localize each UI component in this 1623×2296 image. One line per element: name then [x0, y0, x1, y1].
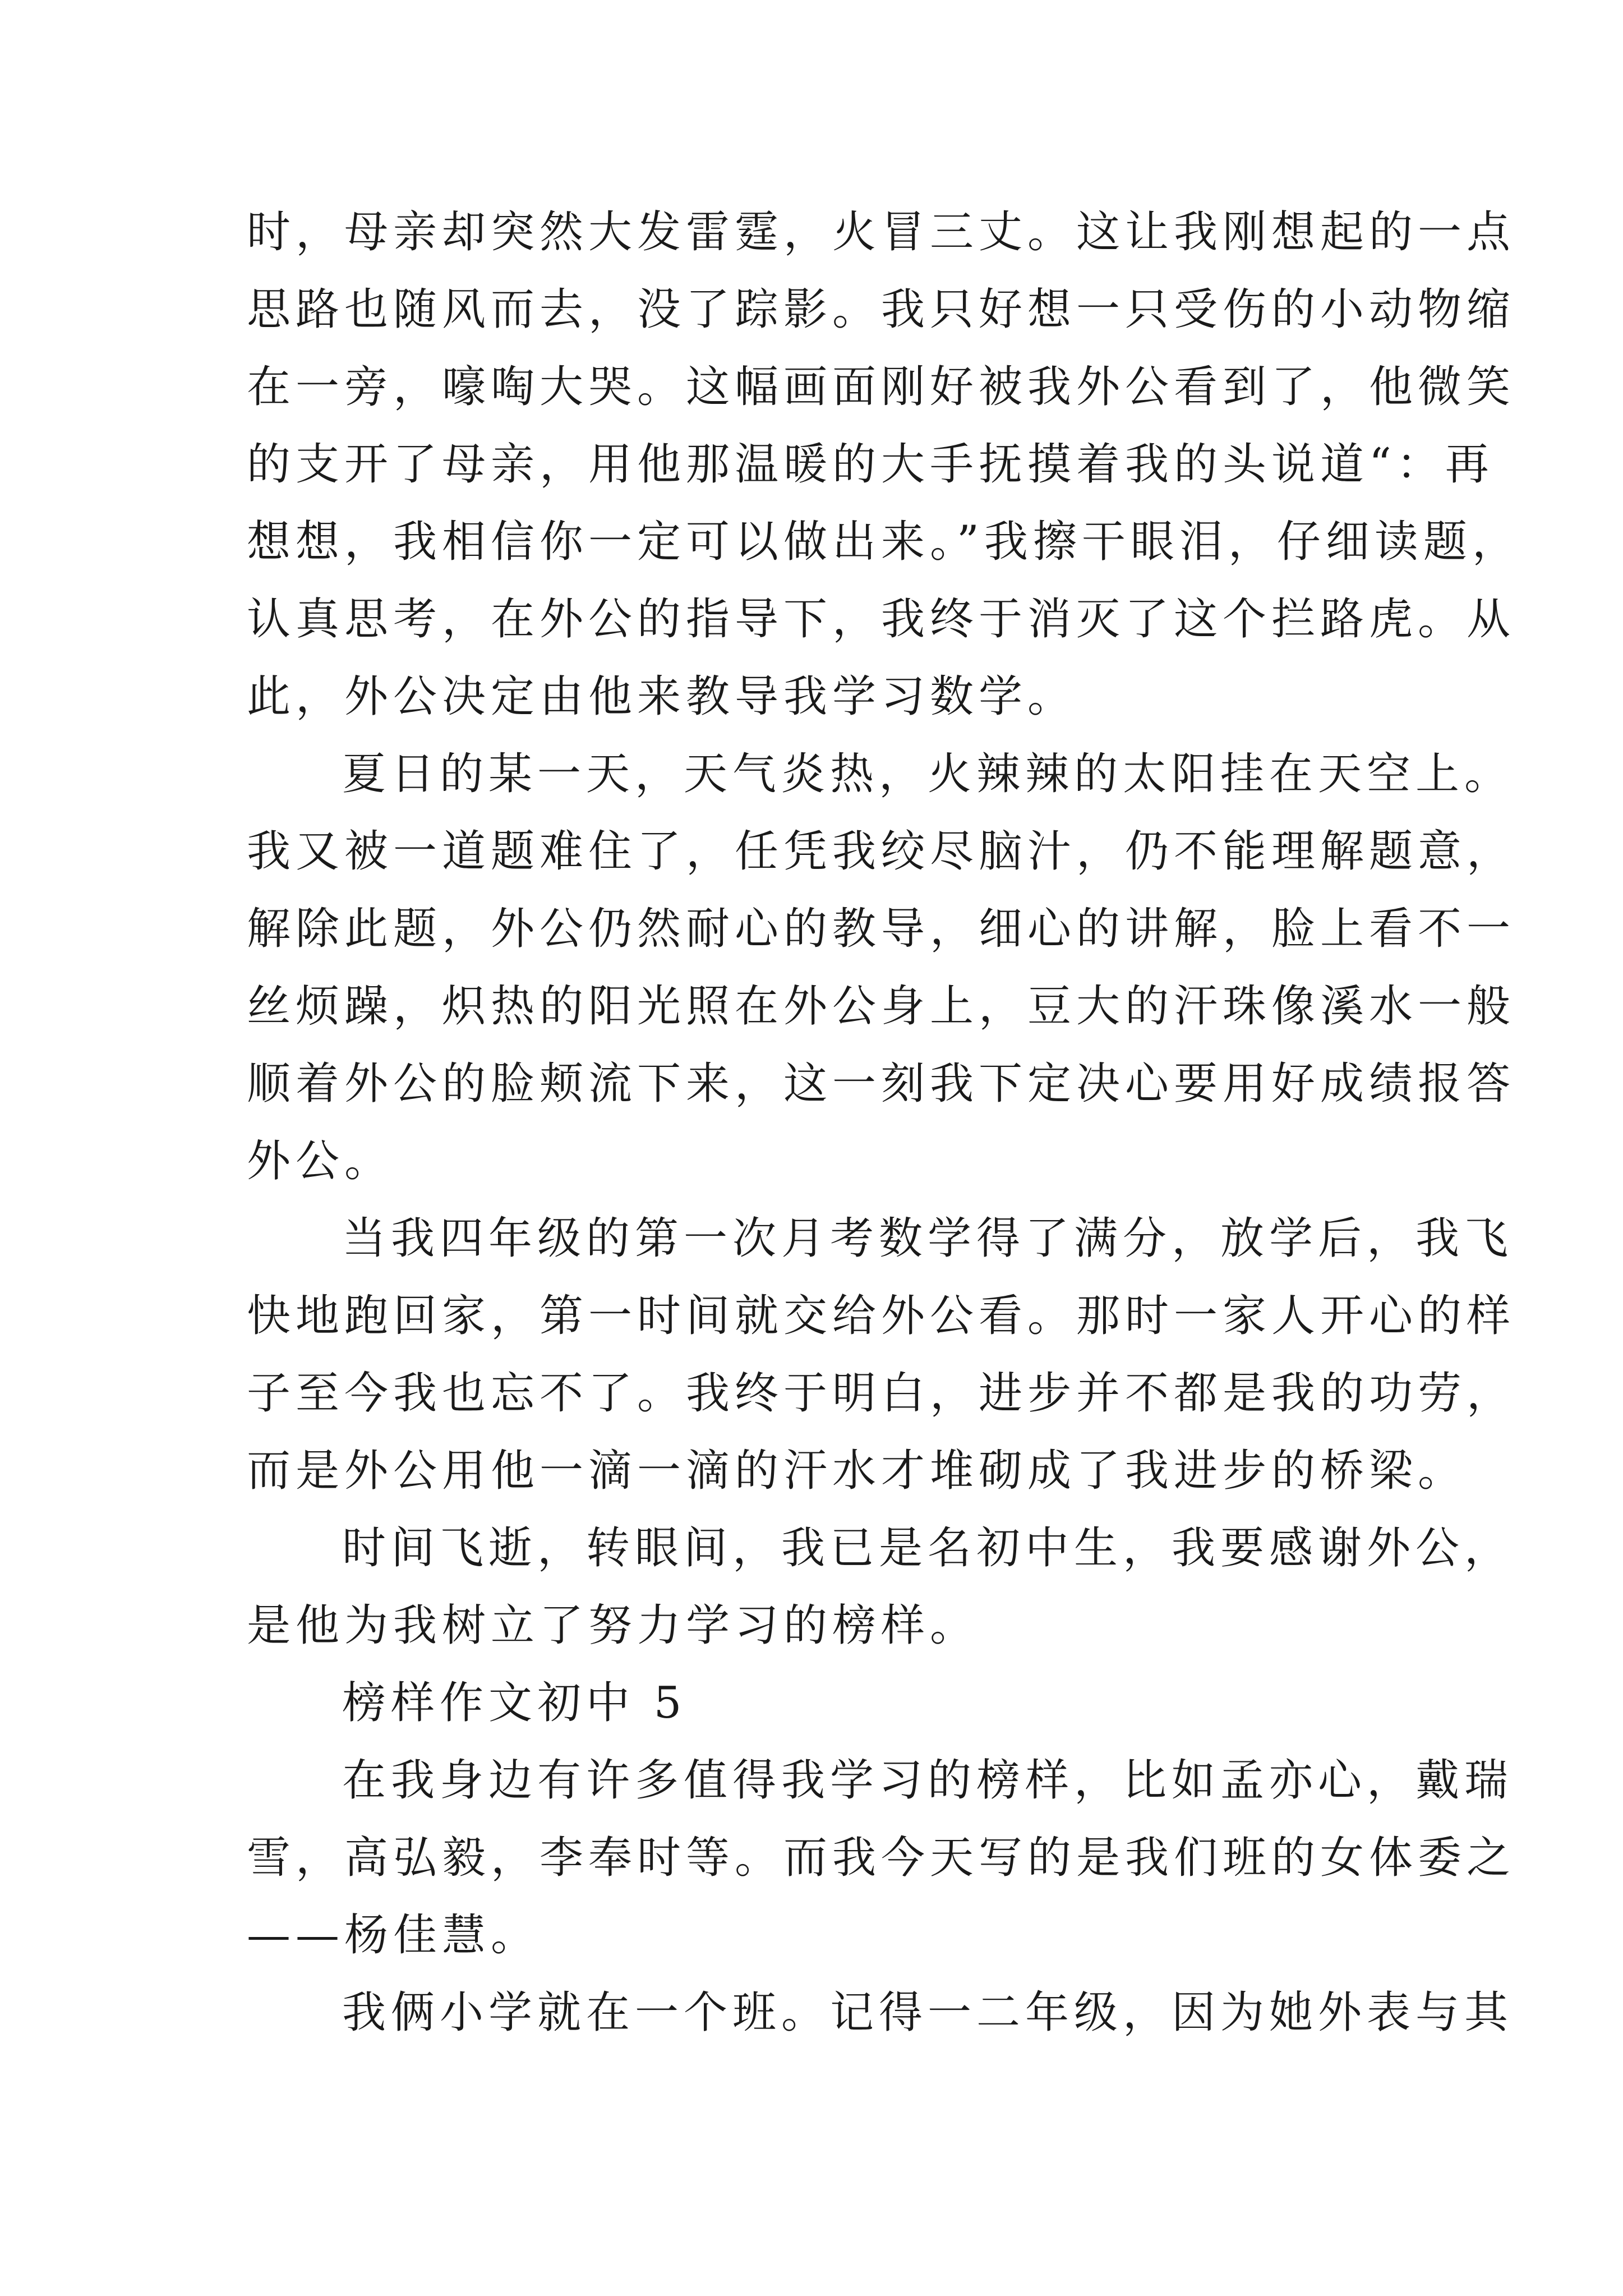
paragraph-line: 是他为我树立了努力学习的榜样。	[247, 1600, 979, 1651]
paragraph-line: 我又被一道题难住了，任凭我绞尽脑汁，仍不能理解题意，	[247, 826, 1516, 877]
paragraph-first-line: 当我四年级的第一次月考数学得了满分，放学后，我飞	[342, 1213, 1514, 1264]
paragraph-line: 思路也随风而去，没了踪影。我只好想一只受伤的小动物缩	[247, 284, 1516, 335]
paragraph-line: 顺着外公的脸颊流下来，这一刻我下定决心要用好成绩报答	[247, 1059, 1516, 1109]
paragraph-line: 的支开了母亲，用他那温暖的大手抚摸着我的头说道“：再	[247, 439, 1494, 490]
paragraph-first-line: 在我身边有许多值得我学习的榜样，比如孟亦心，戴瑞	[342, 1755, 1514, 1806]
paragraph-line: 此，外公决定由他来教导我学习数学。	[247, 671, 1077, 722]
paragraph-line: 想想，我相信你一定可以做出来。”我擦干眼泪，仔细读题，	[247, 517, 1521, 567]
paragraph-line: 子至今我也忘不了。我终于明白，进步并不都是我的功劳，	[247, 1368, 1516, 1419]
paragraph-line: 雪，高弘毅，李奉时等。而我今天写的是我们班的女体委之	[247, 1833, 1516, 1883]
section-heading: 榜样作文初中 5	[342, 1678, 687, 1728]
paragraph-line: 而是外公用他一滴一滴的汗水才堆砌成了我进步的桥梁。	[247, 1446, 1467, 1496]
paragraph-line: 时，母亲却突然大发雷霆，火冒三丈。这让我刚想起的一点	[247, 207, 1516, 257]
paragraph-line: 丝烦躁，炽热的阳光照在外公身上，豆大的汗珠像溪水一般	[247, 981, 1516, 1032]
paragraph-line: 外公。	[247, 1136, 394, 1186]
paragraph-first-line: 我俩小学就在一个班。记得一二年级，因为她外表与其	[342, 1987, 1514, 2038]
paragraph-first-line: 时间飞逝，转眼间，我已是名初中生，我要感谢外公，	[342, 1523, 1514, 1573]
paragraph-line: 在一旁，嚎啕大哭。这幅画面刚好被我外公看到了，他微笑	[247, 362, 1516, 412]
paragraph-line: 快地跑回家，第一时间就交给外公看。那时一家人开心的样	[247, 1291, 1516, 1341]
paragraph-line: ——杨佳慧。	[247, 1910, 540, 1961]
paragraph-line: 认真思考，在外公的指导下，我终于消灭了这个拦路虎。从	[247, 594, 1516, 645]
paragraph-first-line: 夏日的某一天，天气炎热，火辣辣的太阳挂在天空上。	[342, 749, 1514, 799]
paragraph-line: 解除此题，外公仍然耐心的教导，细心的讲解，脸上看不一	[247, 904, 1516, 954]
article-body	[247, 194, 1521, 2051]
